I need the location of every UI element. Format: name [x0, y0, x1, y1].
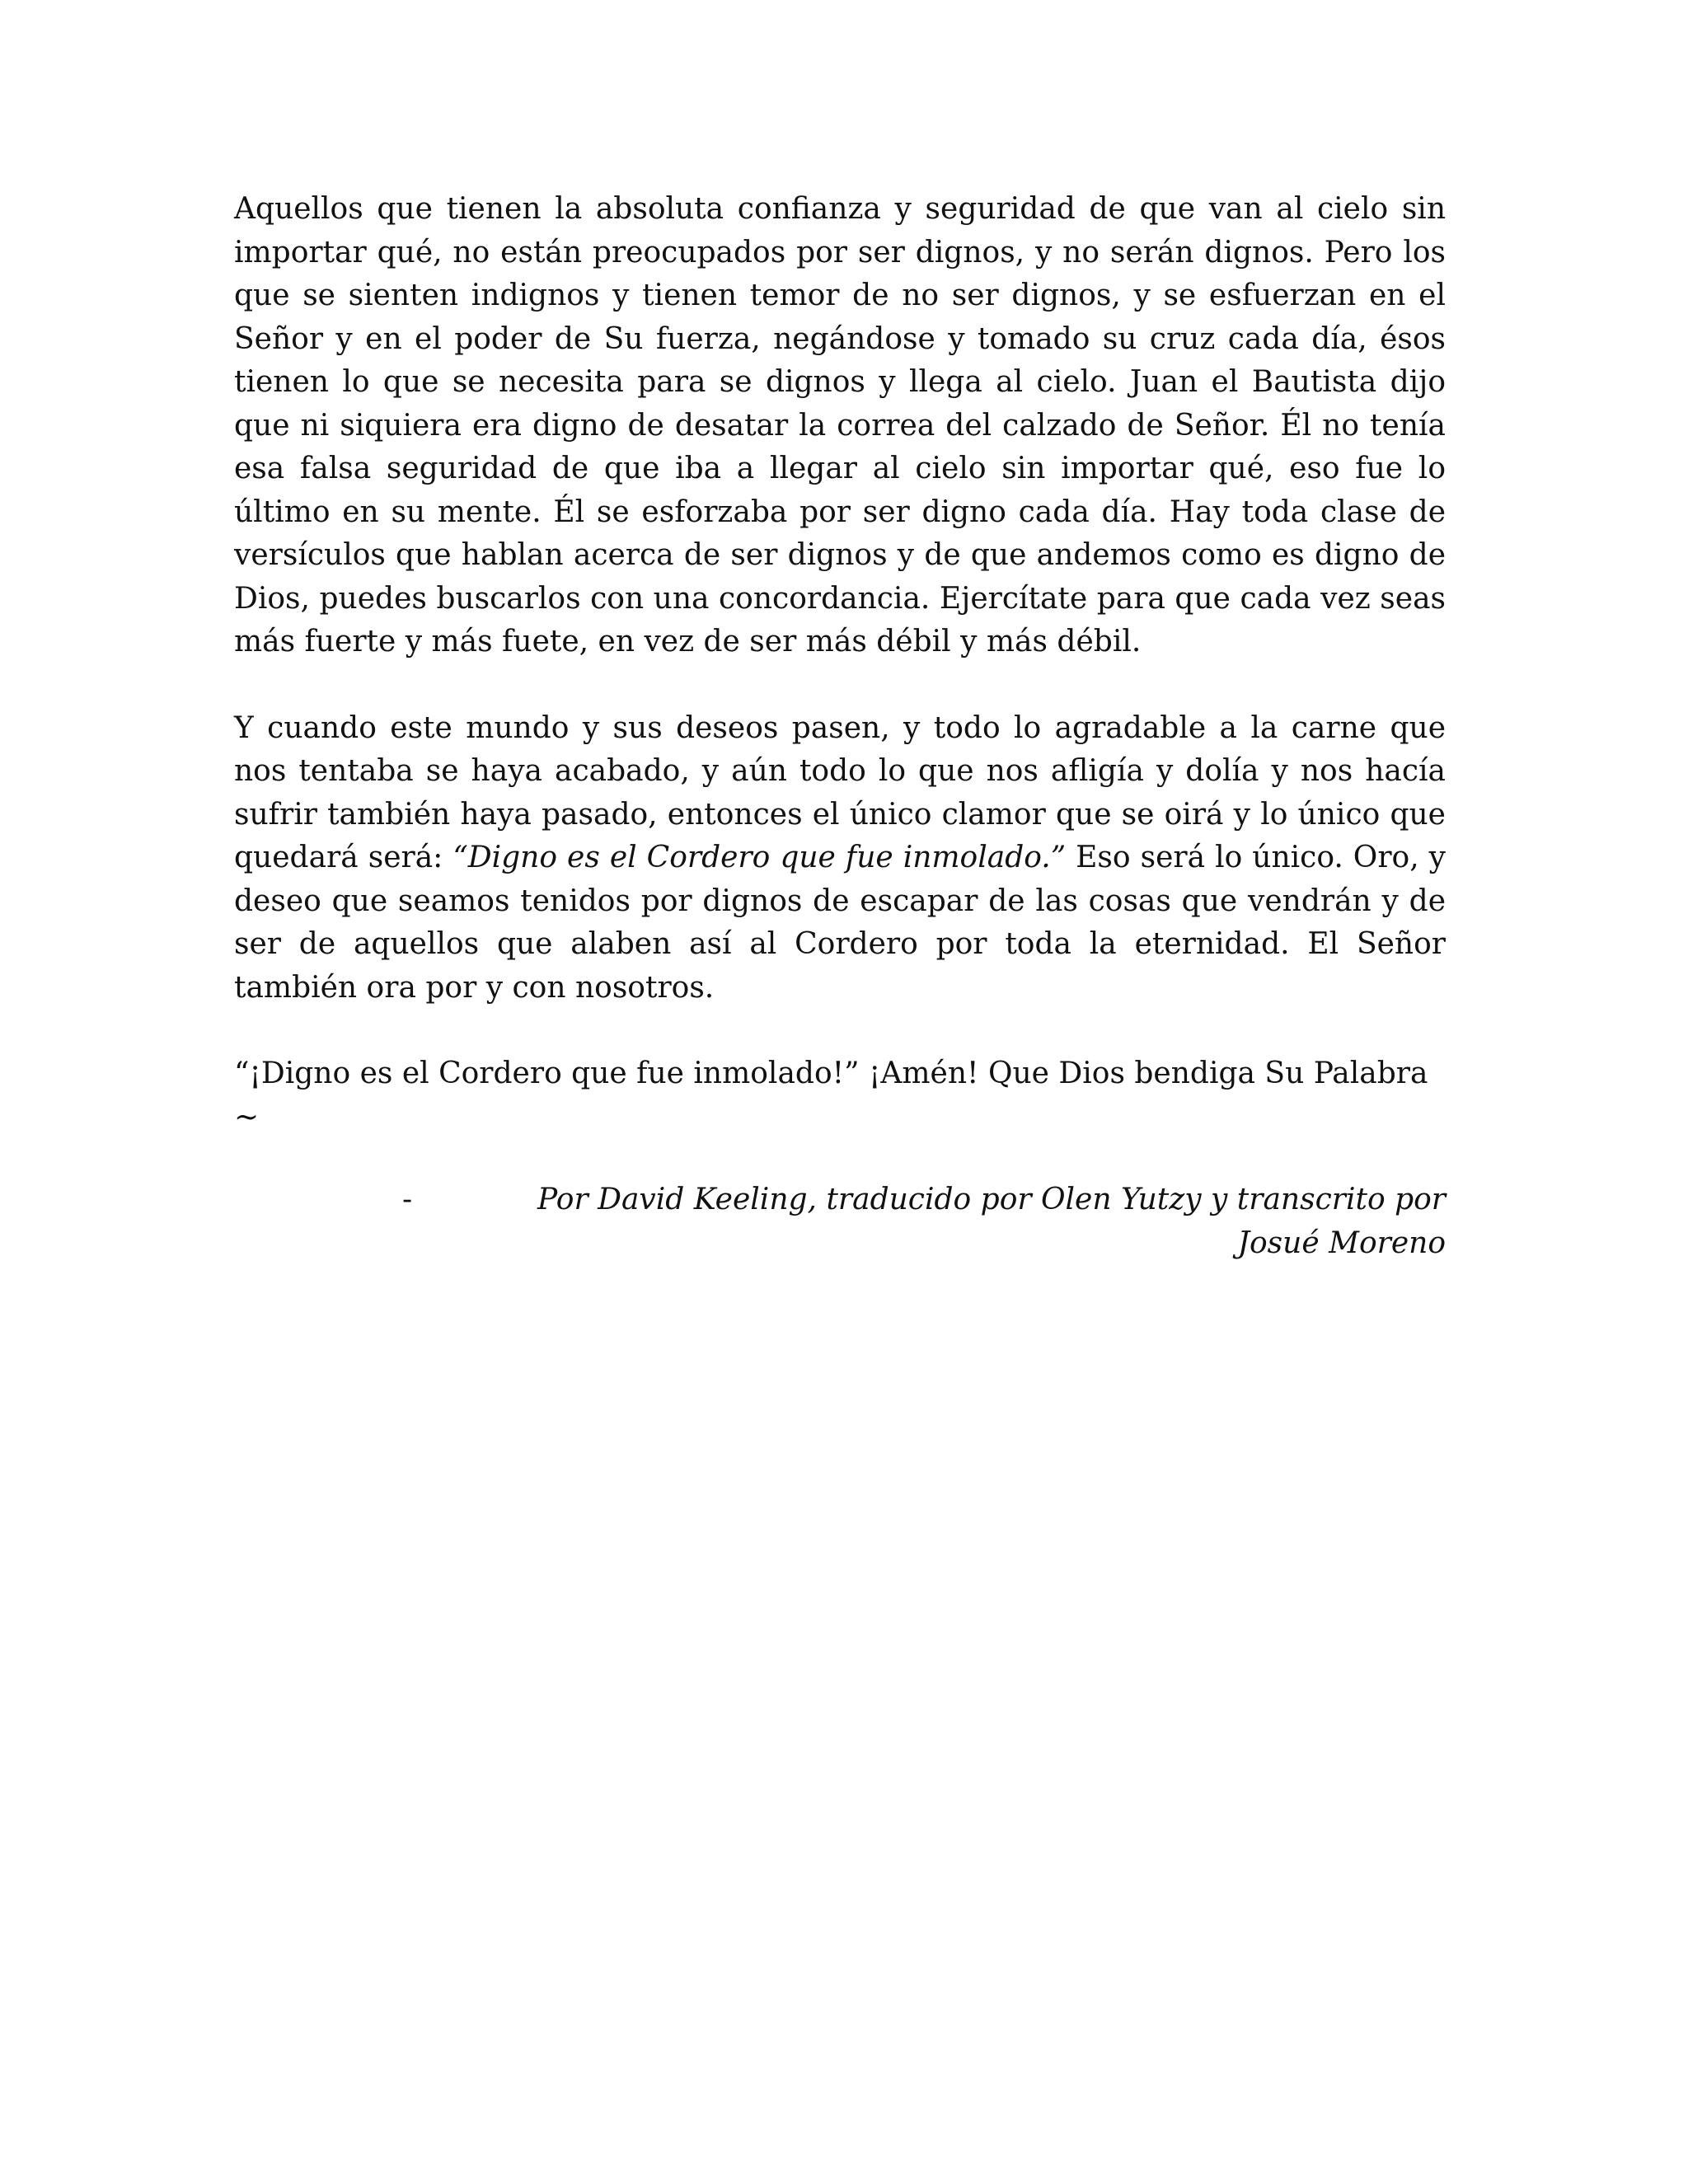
author-signature	[234, 1179, 1446, 1265]
signature-text: Por David Keeling, traducido por Olen Yutzy y transcrito por Josué Moreno	[537, 1183, 1446, 1260]
closing-blessing: “¡Digno es el Cordero que fue inmolado!” ¡Amén! Que Dios bendiga Su Palabra ~	[234, 1057, 1428, 1134]
document-body	[234, 188, 1446, 1265]
paragraph-text-before-quote: Y cuando este mundo y sus deseos pasen, y todo lo agradable a la carne que nos tentaba se haya acabado, y aún todo lo que nos afligía y dolía y nos hacía sufrir también haya pasado, entonces el único clamor que se oirá y lo único que quedará será:	[234, 710, 1446, 874]
paragraph-lamb-worthy	[234, 707, 1446, 1010]
paragraph-text-after-quote: Eso será lo único. Oro, y deseo que seamos tenidos por dignos de escapar de las cosas que vendrán y de ser de aquellos que alaben así al Cordero por toda la eternidad. El Señor también ora por y con nosotros.	[234, 841, 1447, 1005]
signature-dash: -	[402, 1183, 413, 1216]
paragraph-worthiness: Aquellos que tienen la absoluta confianza y seguridad de que van al cielo sin importar qué, no están preocupados por ser dignos, y no serán dignos. Pero los que se sienten indignos y tienen temor de no ser dignos, y se esfuerzan en el Señor y en el poder de Su fuerza, negándose y tomado su cruz cada día, ésos tienen lo que se necesita para se dignos y llega al cielo. Juan el Bautista dijo que ni siquiera era digno de desatar la correa del calzado de Señor. Él no tenía esa falsa seguridad de que iba a llegar al cielo sin importar qué, eso fue lo último en su mente. Él se esforzaba por ser digno cada día. Hay toda clase de versículos que hablan acerca de ser dignos y de que andemos como es digno de Dios, puedes buscarlos con una concordancia. Ejercítate para que cada vez seas más fuerte y más fuete, en vez de ser más débil y más débil.	[234, 192, 1446, 658]
scripture-quote: “Digno es el Cordero que fue inmolado.”	[452, 841, 1067, 874]
